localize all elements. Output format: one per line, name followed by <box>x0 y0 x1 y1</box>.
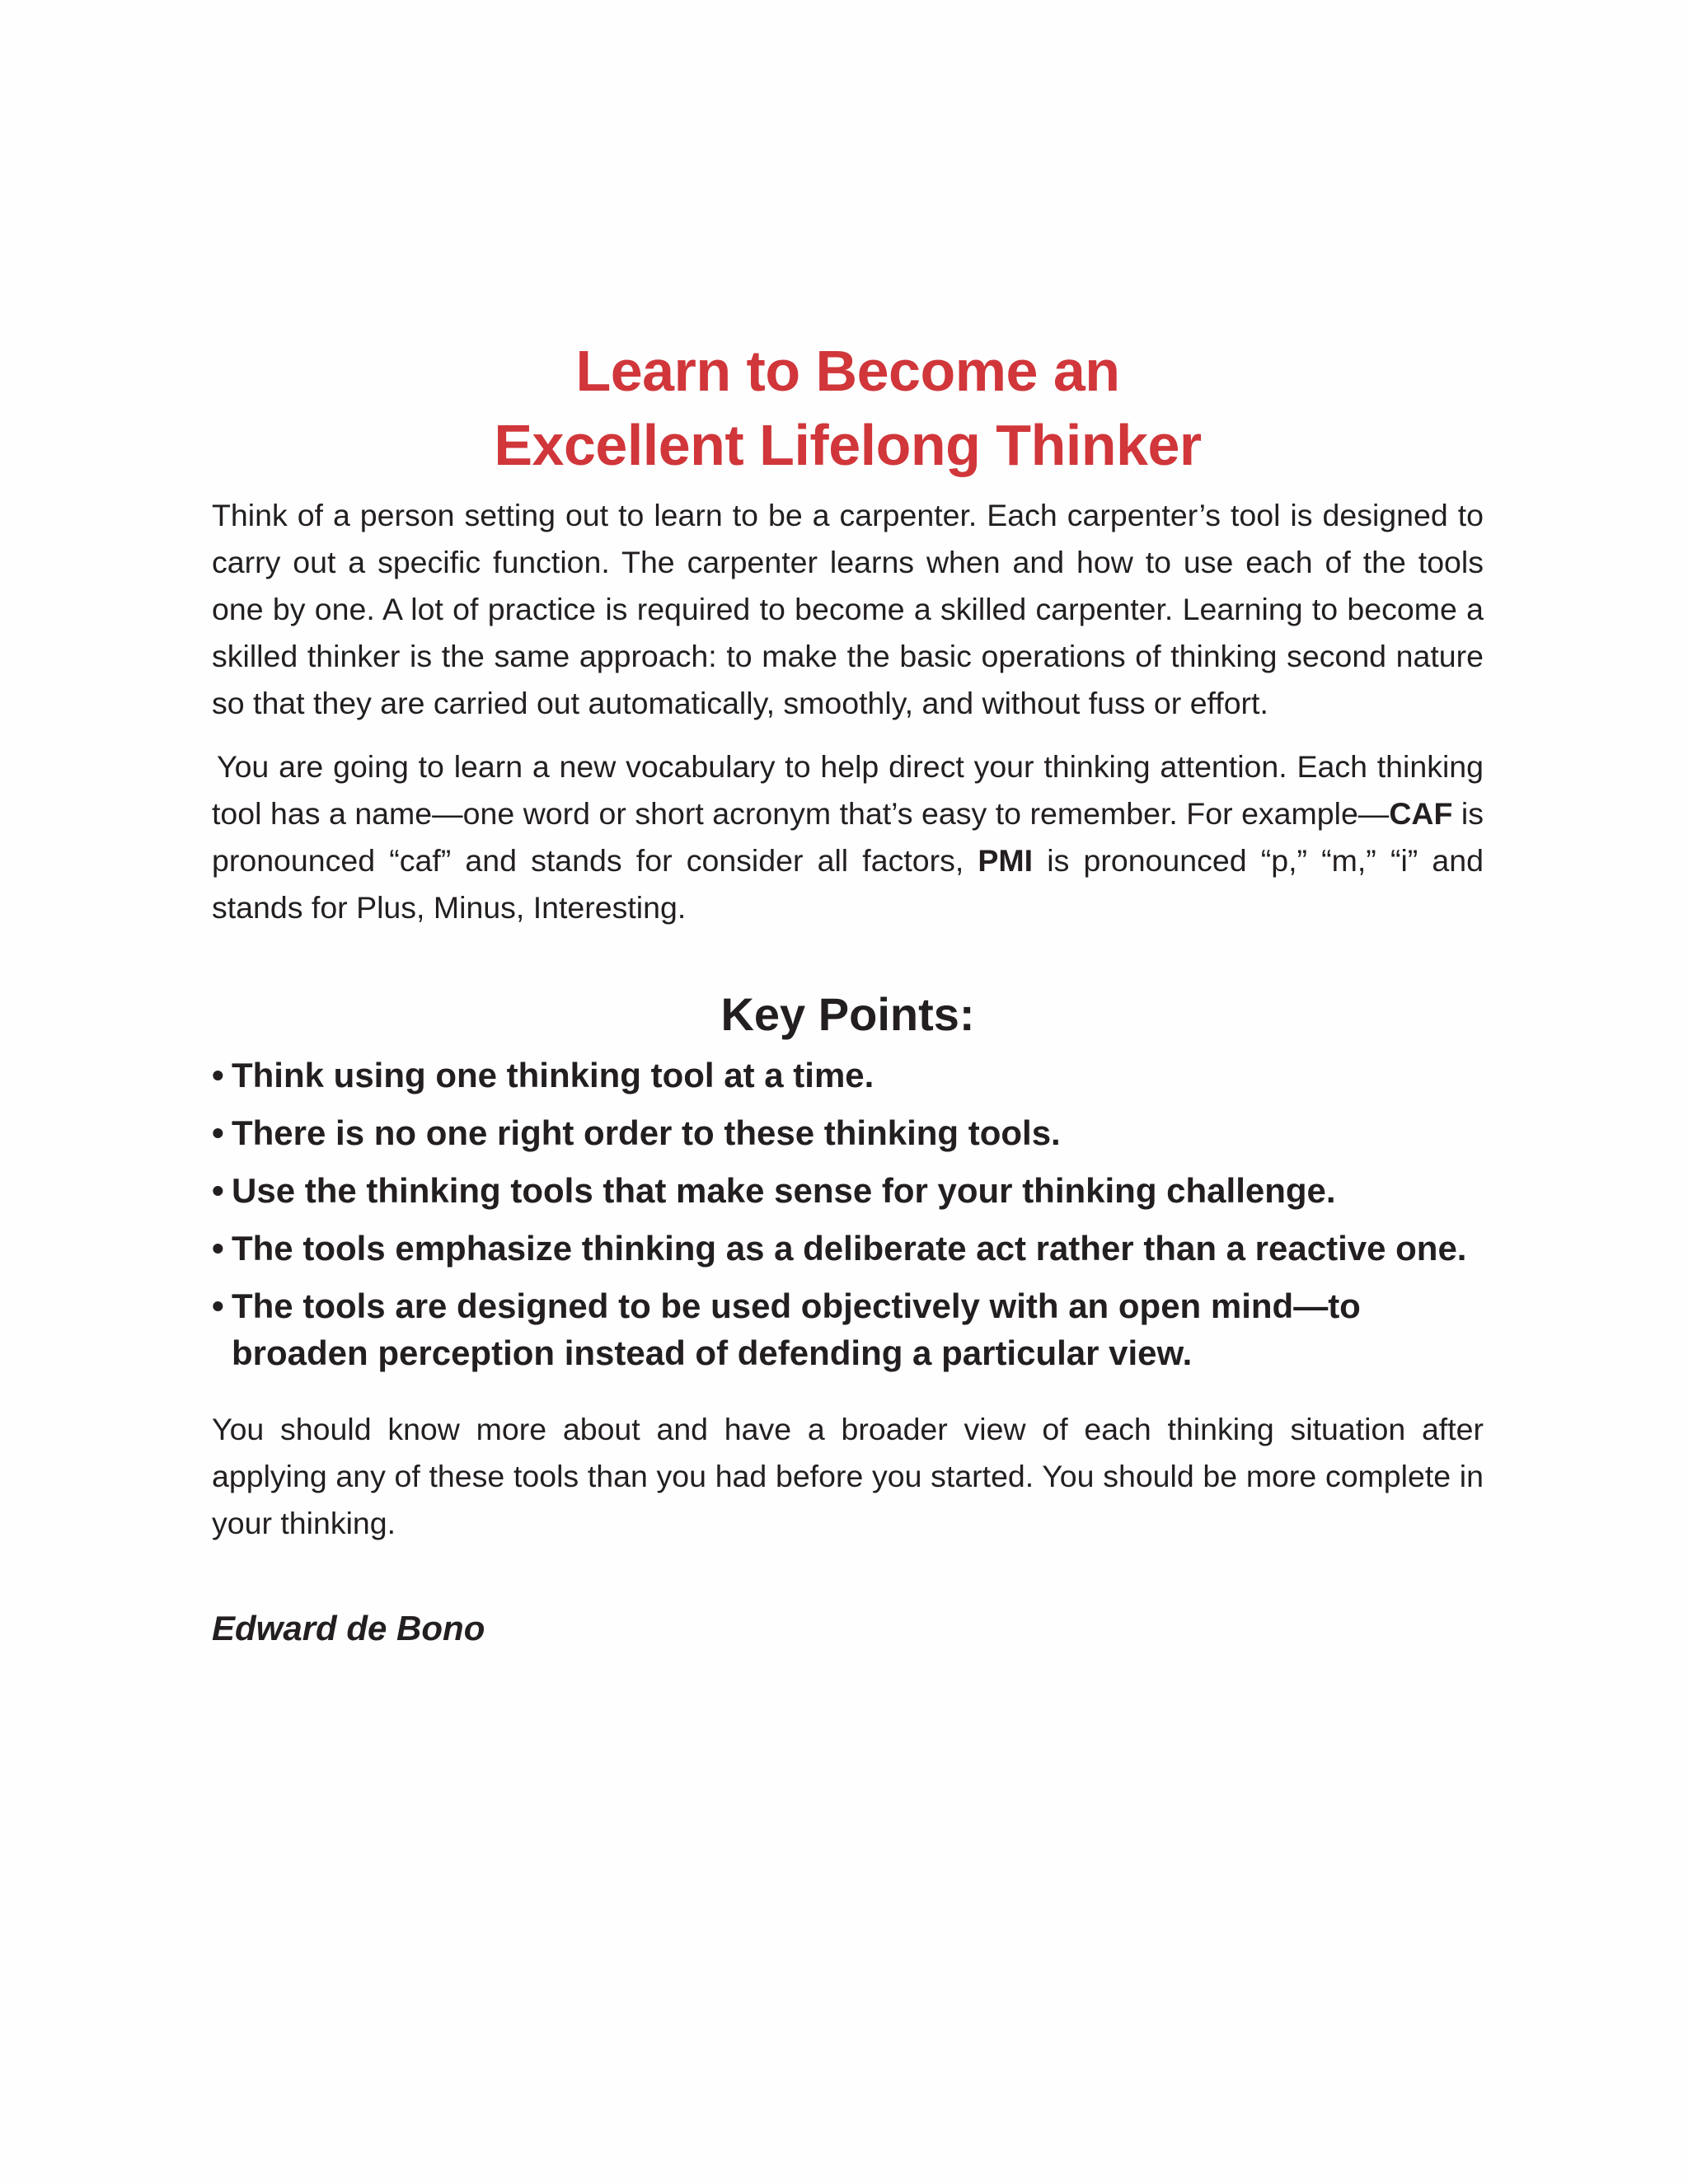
key-point-item <box>212 1225 1484 1272</box>
intro-paragraph-2-text-2: is pronounced “caf” and stands for consider all factors, <box>212 796 1484 878</box>
term-caf: CAF <box>1389 796 1453 831</box>
key-point-item <box>212 1052 1484 1099</box>
key-point-text: Think using one thinking tool at a time. <box>232 1056 874 1094</box>
key-point-item <box>212 1109 1484 1156</box>
key-points-heading: Key Points: <box>720 988 975 1040</box>
key-point-item <box>212 1167 1484 1214</box>
key-point-text: The tools are designed to be used objectively with an open mind—to broaden perception instead of defending a particular view. <box>232 1286 1361 1372</box>
intro-paragraph-2-text-1: You are going to learn a new vocabulary to help direct your thinking attention. Each thinking tool has a name—one word or short acronym that’s easy to remember. For example— <box>212 749 1484 831</box>
key-point-item <box>212 1282 1484 1376</box>
bullet-icon: • <box>212 1171 224 1210</box>
key-point-text: There is no one right order to these thinking tools. <box>232 1113 1061 1152</box>
key-points-list <box>212 1052 1484 1376</box>
bullet-icon: • <box>212 1113 224 1152</box>
bullet-icon: • <box>212 1229 224 1268</box>
bullet-icon: • <box>212 1286 224 1325</box>
page-title-line-1: Learn to Become an <box>575 339 1120 403</box>
intro-paragraph-2-text-3: is pronounced “p,” “m,” “i” and stands for Plus, Minus, Interesting. <box>212 843 1484 925</box>
intro-paragraph-1: Think of a person setting out to learn to be a carpenter. Each carpenter’s tool is designed to carry out a specific function. The carpenter learns when and how to use each of the tools one by one. A lot of practice is required to become a skilled carpenter. Learning to become a skilled thinker is the same approach: to make the basic operations of thinking second nature so that they are carried out automatically, smoothly, and without fuss or effort. <box>212 498 1484 720</box>
author-signature: Edward de Bono <box>212 1609 485 1647</box>
document-page <box>212 334 1484 1652</box>
intro-paragraph-2 <box>212 743 1484 931</box>
closing-paragraph: You should know more about and have a broader view of each thinking situation after applying any of these tools than you had before you started. You should be more complete in your thinking. <box>212 1412 1484 1540</box>
page-title-line-2: Excellent Lifelong Thinker <box>494 413 1202 477</box>
page-title <box>212 334 1484 482</box>
key-point-text: Use the thinking tools that make sense for your thinking challenge. <box>232 1171 1336 1210</box>
bullet-icon: • <box>212 1056 224 1094</box>
term-pmi: PMI <box>978 843 1034 878</box>
key-point-text: The tools emphasize thinking as a deliberate act rather than a reactive one. <box>232 1229 1467 1268</box>
